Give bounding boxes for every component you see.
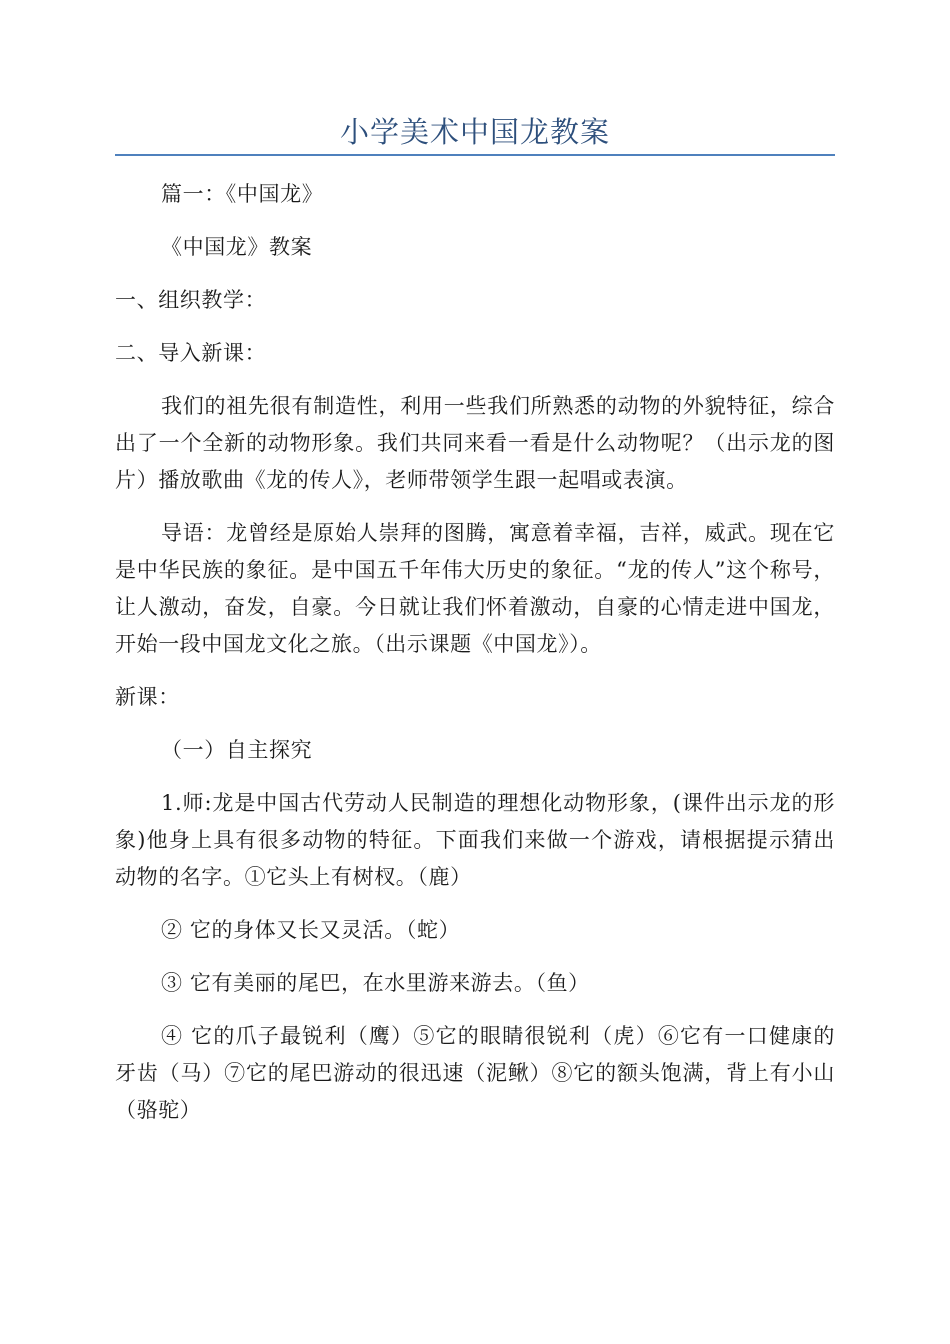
step-heading: 一、组织教学：: [115, 288, 267, 312]
sub-heading: （一）自主探究: [161, 738, 313, 762]
body-paragraph: 我们的祖先很有制造性，利用一些我们所熟悉的动物的外貌特征，综合出了一个全新的动物形象。我们共同来看一看是什么动物呢？（出示龙的图片）播放歌曲《龙的传人》，老师带领学生跟一起唱或表演。: [115, 394, 835, 492]
section-heading: 篇一：《中国龙》: [161, 182, 324, 206]
body-paragraph: 导语：龙曾经是原始人崇拜的图腾，寓意着幸福，吉祥，威武。现在它是中华民族的象征。是中国五千年伟大历史的象征。“龙的传人”这个称号，让人激动，奋发，自豪。今日就让我们怀着激动，自豪的心情走进中国龙，开始一段中国龙文化之旅。（出示课题《中国龙》）。: [115, 521, 835, 656]
document-title: 小学美术中国龙教案: [339, 115, 610, 149]
title-underline: [115, 154, 835, 156]
step-heading: 新课：: [115, 685, 180, 709]
document-body: [115, 176, 835, 1145]
lesson-title: 《中国龙》教案: [161, 235, 313, 259]
list-item: ④ 它的爪子最锐利（鹰）⑤它的眼睛很锐利（虎）⑥它有一口健康的牙齿（马）⑦它的尾巴游动的很迅速（泥鳅）⑧它的额头饱满，背上有小山（骆驼）: [115, 1024, 835, 1122]
body-paragraph: 1.师:龙是中国古代劳动人民制造的理想化动物形象，(课件出示龙的形象)他身上具有很多动物的特征。下面我们来做一个游戏，请根据提示猜出动物的名字。①它头上有树杈。（鹿）: [115, 791, 835, 889]
step-heading: 二、导入新课：: [115, 341, 267, 365]
list-item: ③ 它有美丽的尾巴，在水里游来游去。（鱼）: [161, 971, 590, 995]
list-item: ② 它的身体又长又灵活。（蛇）: [161, 918, 461, 942]
